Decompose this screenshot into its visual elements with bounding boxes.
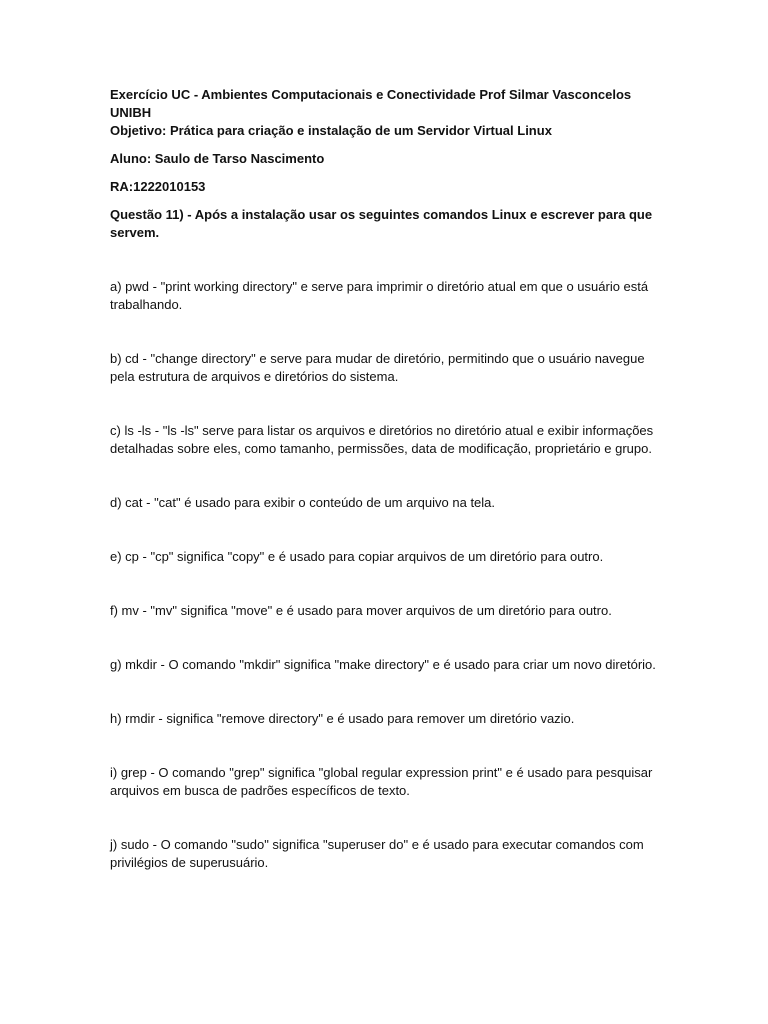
answer-item-f: f) mv - "mv" significa "move" e é usado para mover arquivos de um diretório para outro. [110,603,612,618]
answer-item-a: a) pwd - "print working directory" e serve para imprimir o diretório atual em que o usuário está trabalhando. [110,279,649,312]
header-objective: Objetivo: Prática para criação e instalação de um Servidor Virtual Linux [110,123,552,138]
answer-item-b: b) cd - "change directory" e serve para mudar de diretório, permitindo que o usuário navegue pela estrutura de arquivos e diretórios do sistema. [110,351,645,384]
student-name: Aluno: Saulo de Tarso Nascimento [110,151,325,166]
answer-item-e: e) cp - "cp" significa "copy" e é usado para copiar arquivos de um diretório para outro. [110,549,604,564]
header-title: Exercício UC - Ambientes Computacionais e Conectividade Prof Silmar Vasconcelos UNIBH [110,87,632,120]
answer-item-c: c) ls -ls - "ls -ls" serve para listar os arquivos e diretórios no diretório atual e exibir informações detalhadas sobre eles, como tamanho, permissões, data de modificação, proprietário e grupo. [110,423,654,456]
answer-item-d: d) cat - "cat" é usado para exibir o conteúdo de um arquivo na tela. [110,495,496,510]
question-title: Questão 11) - Após a instalação usar os seguintes comandos Linux e escrever para que servem. [110,207,653,240]
student-ra: RA:1222010153 [110,179,206,194]
answer-item-j: j) sudo - O comando "sudo" significa "superuser do" e é usado para executar comandos com privilégios de superusuário. [110,837,644,870]
answer-item-h: h) rmdir - significa "remove directory" e é usado para remover um diretório vazio. [110,711,575,726]
answer-item-g: g) mkdir - O comando "mkdir" significa "make directory" e é usado para criar um novo diretório. [110,657,656,672]
document-content [110,86,660,908]
answer-item-i: i) grep - O comando "grep" significa "global regular expression print" e é usado para pesquisar arquivos em busca de padrões específicos de texto. [110,765,653,798]
